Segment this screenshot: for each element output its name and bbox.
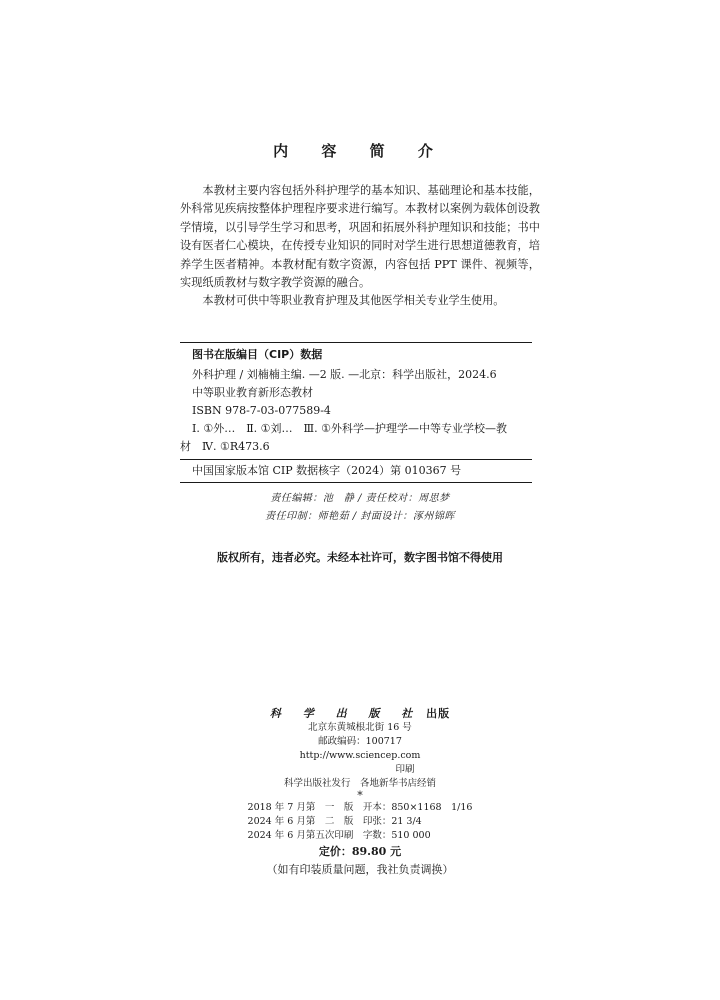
- printer-line: 印刷: [395, 764, 415, 775]
- page-title: 内 容 简 介: [273, 142, 447, 160]
- cip-bibliographic-line: 外科护理 / 刘楠楠主编. —2 版. —北京：科学出版社，2024.6: [192, 368, 497, 381]
- edition-row: 2024 年 6 月第 二 版 印张：21 3/4: [247, 816, 422, 827]
- publisher-block: [0, 707, 720, 877]
- edition-block: [0, 801, 720, 843]
- editor-credits: [0, 490, 720, 526]
- cip-heading: 图书在版编目（CIP）数据: [192, 348, 323, 361]
- edition-row: 2024 年 6 月第五次印刷 字数：510 000: [247, 830, 431, 841]
- publisher-address: 北京东黄城根北街 16 号: [308, 722, 412, 733]
- cip-isbn: ISBN 978-7-03-077589-4: [192, 404, 331, 417]
- separator-star: *: [357, 789, 363, 802]
- publisher-url: http://www.sciencep.com: [299, 750, 421, 761]
- cip-cn-number: 中国国家版本馆 CIP 数据核字（2024）第 010367 号: [180, 459, 532, 480]
- edition-row: 2018 年 7 月第 一 版 开本：850×1168 1/16: [247, 802, 473, 813]
- cip-series-line: 中等职业教育新形态教材: [192, 386, 313, 399]
- editor-line: 责任编辑：池 静 / 责任校对：周思梦: [270, 493, 450, 504]
- content-summary: [180, 182, 540, 311]
- copyright-notice: 版权所有，违者必究。未经本社许可，数字图书馆不得使用: [217, 551, 503, 564]
- publisher-suffix: 出版: [426, 707, 451, 720]
- summary-paragraph: 本教材主要内容包括外科护理学的基本知识、基础理论和基本技能，外科常见疾病按整体护理程序要求进行编写。本教材以案例为载体创设教学情境，以引导学生学习和思考，巩固和拓展外科护理知识和技能；书中设有医者仁心模块，在传授专业知识的同时对学生进行思想道德教育，培养学生医者精神。本教材配有数字资源，内容包括 PPT 课件、视频等，实现纸质教材与数字教学资源的融合。: [180, 184, 540, 290]
- distribution-line: 科学出版社发行 各地新华书店经销: [283, 778, 436, 789]
- editor-line: 责任印制：师艳茹 / 封面设计：涿州锦晖: [265, 511, 455, 522]
- publisher-name: [0, 707, 720, 721]
- cip-classification-cont: 材 Ⅳ. ①R473.6: [180, 440, 270, 453]
- quality-note: （如有印装质量问题，我社负责调换）: [266, 863, 454, 876]
- publisher-logo-text: 科 学 出 版 社: [269, 707, 422, 720]
- publisher-postcode: 邮政编码：100717: [318, 736, 402, 747]
- cip-classification: Ⅰ. ①外… Ⅱ. ①刘… Ⅲ. ①外科学—护理学—中等专业学校—教: [192, 422, 507, 435]
- cip-data-block: [180, 342, 532, 483]
- summary-paragraph: 本教材可供中等职业教育护理及其他医学相关专业学生使用。: [202, 294, 505, 308]
- price: 定价：89.80 元: [318, 845, 402, 858]
